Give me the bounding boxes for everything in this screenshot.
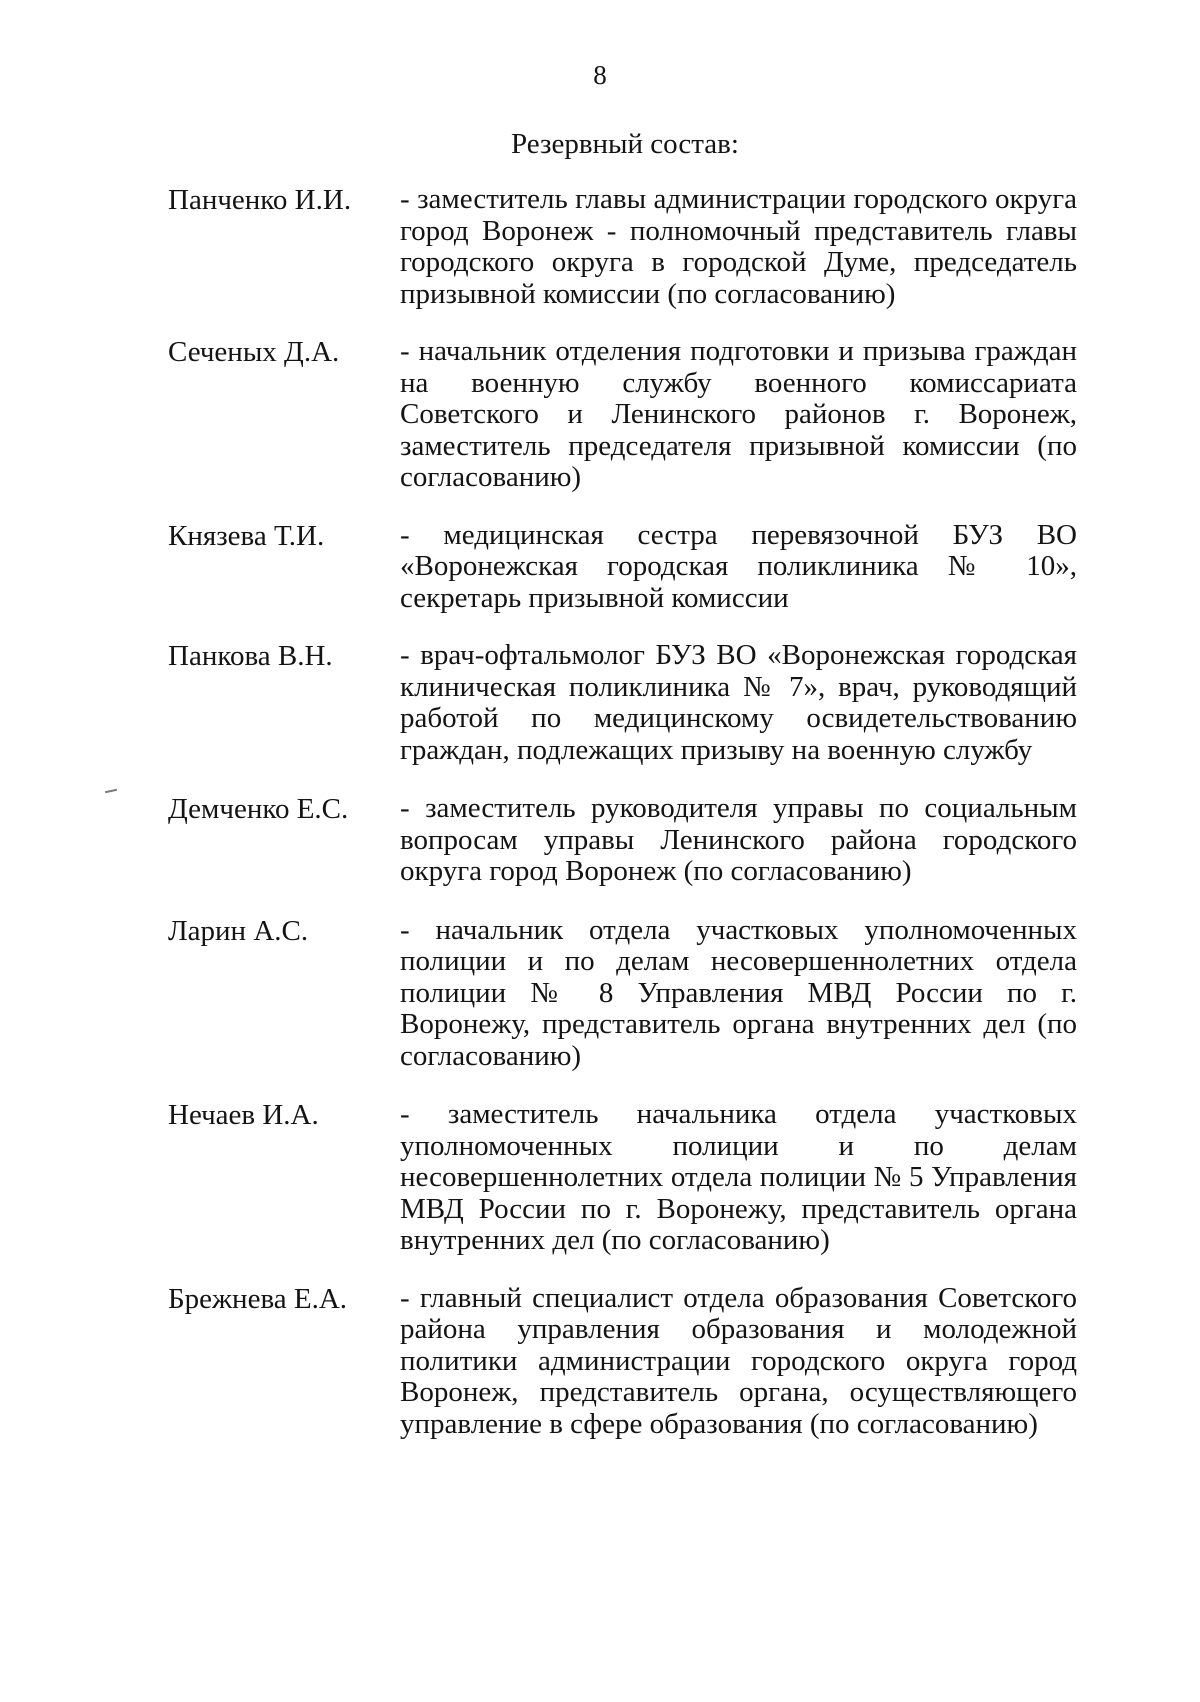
member-role: - медицинская сестра перевязочной БУЗ ВО «Воронежская городская поликлиника № 10», секретарь призывной комиссии: [400, 518, 1077, 614]
member-role: - главный специалист отдела образования Советского района управления образования и молодежной политики администрации городского округа город Воронеж, представитель органа, осуществляющего управление в сфере образования (по согласованию): [400, 1281, 1077, 1440]
page-number: 8: [593, 60, 607, 90]
member-row: [0, 1099, 1200, 1257]
member-row: [0, 336, 1200, 494]
member-list: [0, 184, 1200, 1440]
member-name: Панкова В.Н.: [168, 640, 333, 672]
member-role: - заместитель руководителя управы по социальным вопросам управы Ленинского района городского округа город Воронеж (по согласованию): [400, 792, 1077, 887]
member-row: [0, 520, 1200, 615]
member-row: [0, 793, 1200, 888]
member-role: - начальник отделения подготовки и призыва граждан на военную службу военного комиссариата Советского и Ленинского районов г. Воронеж, заместитель председателя призывной комиссии (по согласованию): [400, 335, 1077, 493]
member-row: [0, 1283, 1200, 1441]
member-row: [0, 184, 1200, 310]
member-name: Сеченых Д.А.: [168, 336, 340, 368]
member-role: - заместитель начальника отдела участковых уполномоченных полиции и по делам несовершеннолетних отдела полиции № 5 Управления МВД России по г. Воронежу, представитель органа внутренних дел (по согласованию): [400, 1098, 1077, 1256]
section-title: Резервный состав:: [511, 128, 739, 160]
member-name: Нечаев И.А.: [168, 1099, 319, 1131]
member-name: Князева Т.И.: [168, 519, 325, 552]
member-name: Ларин А.С.: [168, 914, 309, 947]
member-role: - врач-офтальмолог БУЗ ВО «Воронежская городская клиническая поликлиника № 7», врач, руководящий работой по медицинскому освидетельствованию граждан, подлежащих призыву на военную службу: [400, 639, 1077, 766]
member-name: Панченко И.И.: [168, 184, 352, 216]
member-role: - начальник отдела участковых уполномоченных полиции и по делам несовершеннолетних отдела полиции № 8 Управления МВД России по г. Воронежу, представитель органа внутренних дел (по согласованию): [400, 913, 1077, 1072]
member-name: Демченко Е.С.: [168, 793, 349, 825]
member-role: - заместитель главы администрации городского округа город Воронеж - полномочный представитель главы городского округа в городской Думе, председатель призывной комиссии (по согласованию): [400, 183, 1077, 310]
member-name: Брежнева Е.А.: [168, 1282, 348, 1315]
member-row: [0, 915, 1200, 1073]
member-row: [0, 640, 1200, 766]
